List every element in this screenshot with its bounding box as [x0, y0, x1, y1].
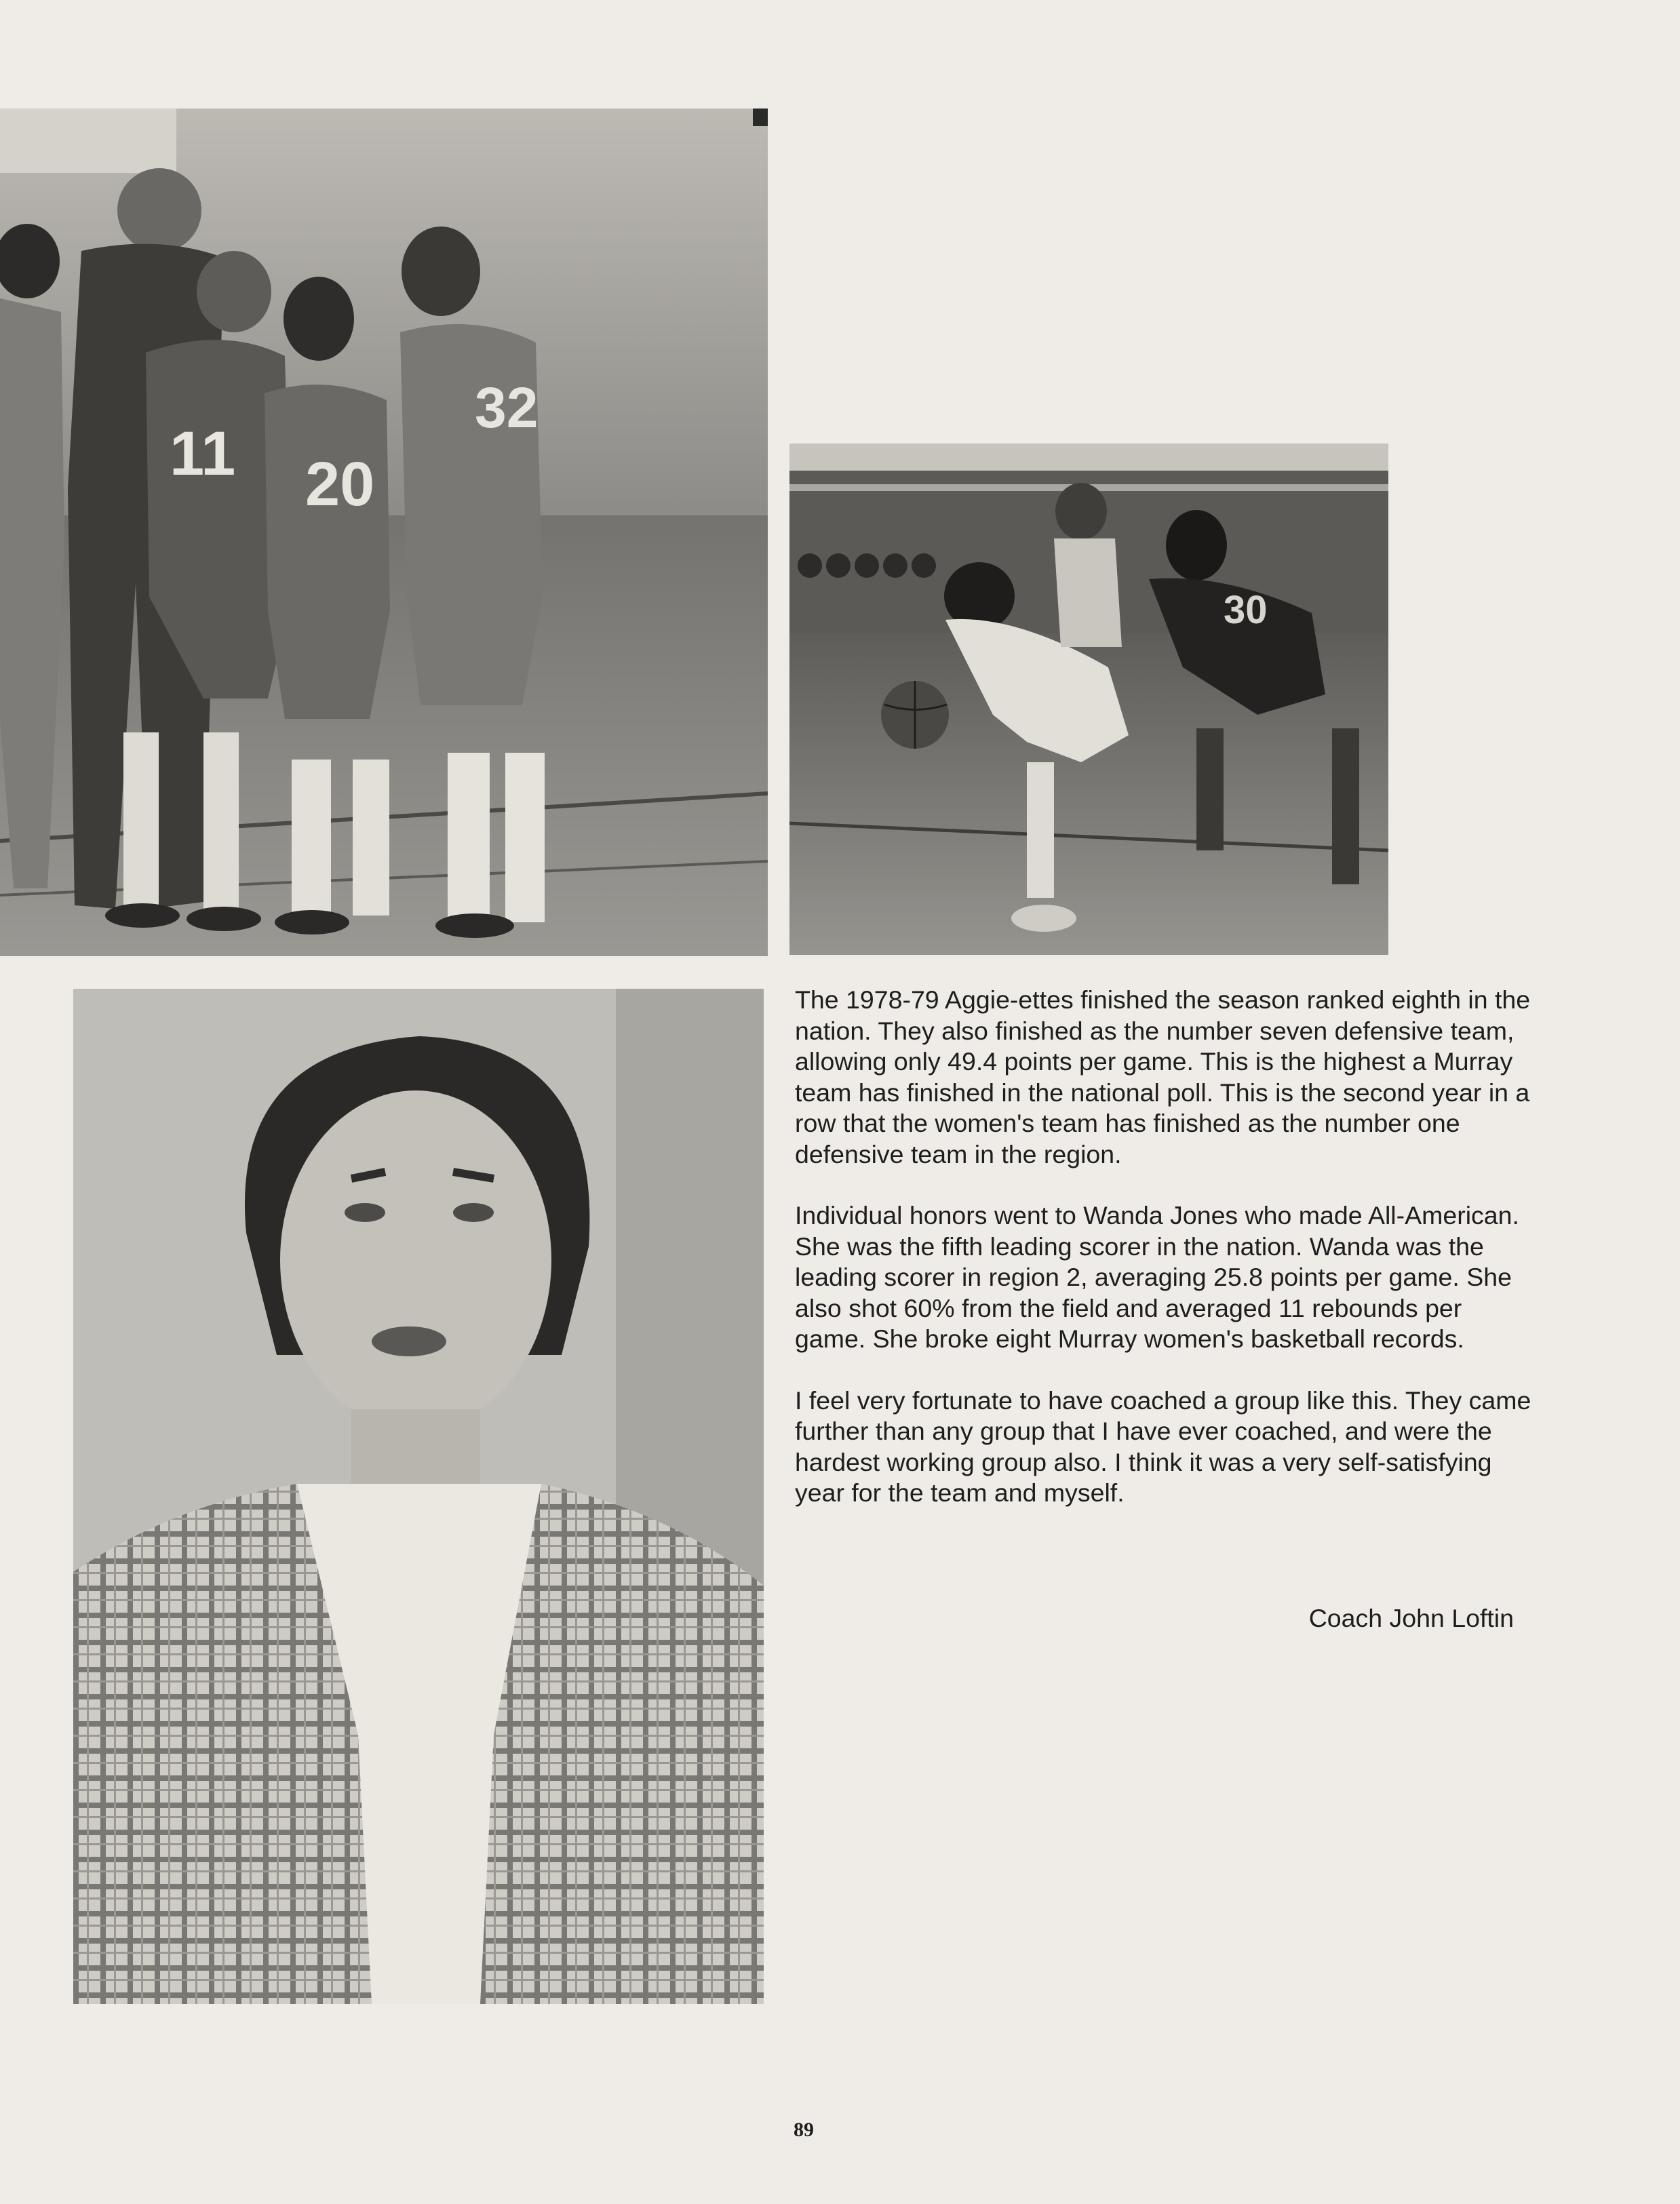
paragraph-coach-comment: I feel very fortunate to have coached a group like this. They came further than any group that I have ever coached, and were the hardest working group also. I think it was a very self-satisfying year for the team and myself.: [795, 1385, 1531, 1507]
article-body: [795, 985, 1534, 1539]
jersey-number: 11: [170, 419, 236, 488]
jersey-number: 32: [475, 376, 539, 439]
paragraph-individual-honors: Individual honors went to Wanda Jones who made All-American. She was the fifth leading scorer in the nation. Wanda was the leading scorer in region 2, averaging 25.8 points per game. She also shot 60% from the field and averaged 11 rebounds per game. She broke eight Murray women's basketball records.: [795, 1201, 1519, 1353]
coach-portrait-photo: [73, 989, 764, 2004]
game-action-photo: [789, 444, 1388, 955]
page-number: 89: [794, 2119, 814, 2141]
paragraph-season-ranking: The 1978-79 Aggie-ettes finished the season ranked eighth in the nation. They also finished as the number seven defensive team, allowing only 49.4 points per game. This is the highest a Murray team has finished in the national poll. This is the second year in a row that the women's team has finished as the number one defensive team in the region.: [795, 985, 1531, 1168]
jersey-number: 20: [305, 450, 375, 519]
coach-signature: Coach John Loftin: [1308, 1604, 1514, 1632]
team-huddle-photo: [0, 109, 768, 956]
jersey-number: 30: [1224, 588, 1268, 632]
